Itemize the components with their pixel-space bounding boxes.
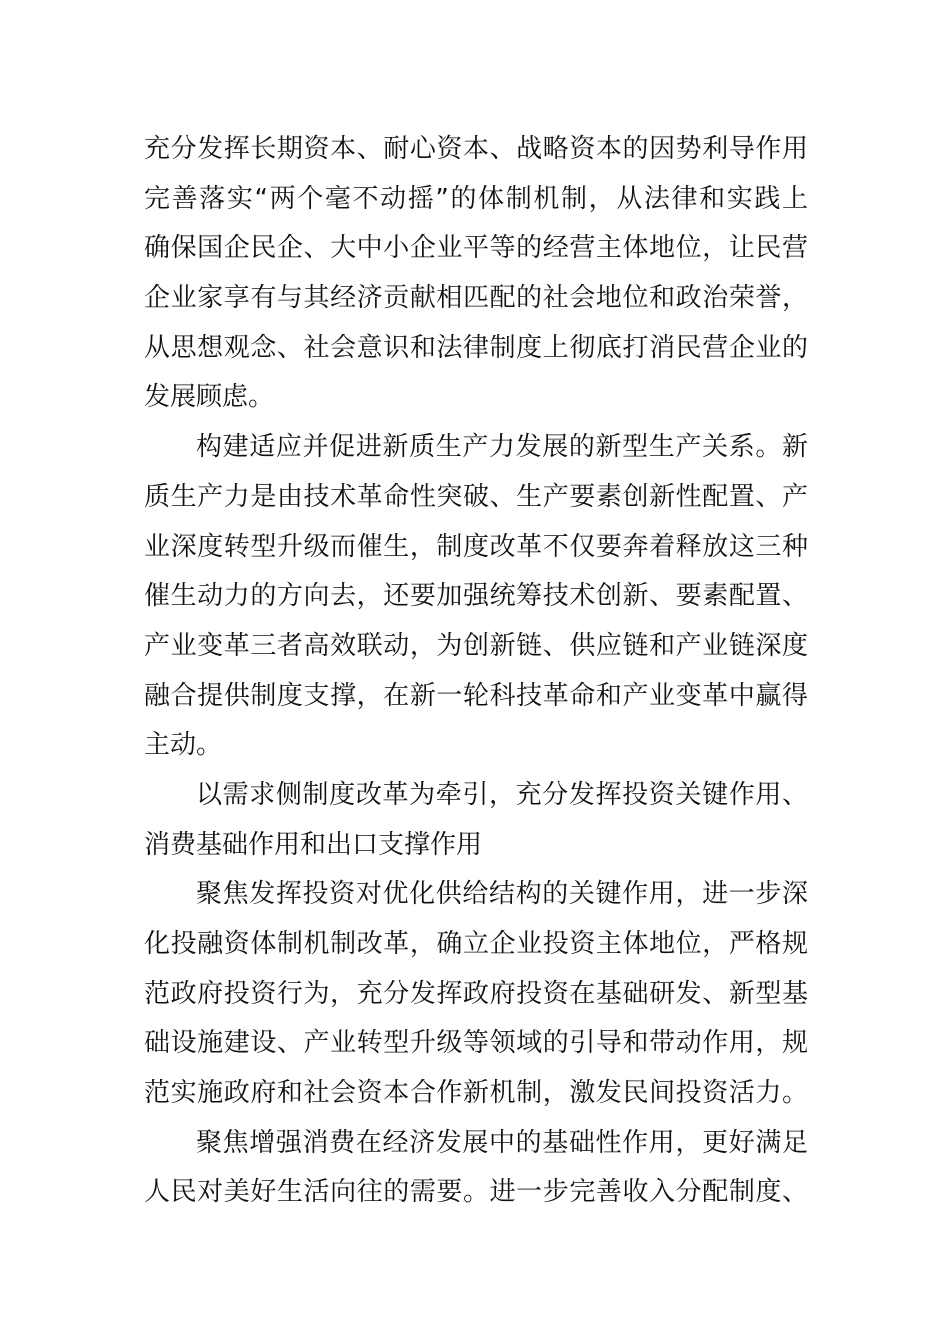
paragraph-first-line: 构建适应并促进新质生产力发展的新型生产关系。新 <box>196 432 808 463</box>
document-body <box>144 125 808 1218</box>
section-heading-line: 消费基础作用和出口支撑作用 <box>144 829 483 860</box>
text-line: 质生产力是由技术革命性突破、生产要素创新性配置、产 <box>144 481 808 512</box>
text-line: 业深度转型升级而催生，制度改革不仅要奔着释放这三种 <box>144 531 808 562</box>
text-line: 主动。 <box>144 730 223 761</box>
text-line: 融合提供制度支撑，在新一轮科技革命和产业变革中赢得 <box>144 680 808 711</box>
text-line: 充分发挥长期资本、耐心资本、战略资本的因势利导作用 <box>144 134 808 164</box>
section-heading-line: 以需求侧制度改革为牵引，充分发挥投资关键作用、 <box>196 779 808 810</box>
paragraph-first-line: 聚焦发挥投资对优化供给结构的关键作用，进一步深 <box>196 879 808 910</box>
text-line: 础设施建设、产业转型升级等领域的引导和带动作用，规 <box>144 1028 808 1059</box>
text-line: 企业家享有与其经济贡献相匹配的社会地位和政治荣誉， <box>144 283 808 314</box>
text-line: 发展顾虑。 <box>144 382 275 413</box>
text-line: 完善落实“两个毫不动摇”的体制机制，从法律和实践上 <box>144 183 808 214</box>
text-line: 人民对美好生活向往的需要。进一步完善收入分配制度、 <box>144 1177 808 1208</box>
text-line: 化投融资体制机制改革，确立企业投资主体地位，严格规 <box>144 929 808 959</box>
text-line: 产业变革三者高效联动，为创新链、供应链和产业链深度 <box>144 630 808 661</box>
text-line: 范实施政府和社会资本合作新机制，激发民间投资活力。 <box>144 1078 808 1109</box>
text-line: 范政府投资行为，充分发挥政府投资在基础研发、新型基 <box>144 978 808 1009</box>
text-line: 催生动力的方向去，还要加强统筹技术创新、要素配置、 <box>144 581 808 612</box>
paragraph-first-line: 聚焦增强消费在经济发展中的基础性作用，更好满足 <box>196 1127 808 1158</box>
text-line: 从思想观念、社会意识和法律制度上彻底打消民营企业的 <box>144 332 808 363</box>
text-line: 确保国企民企、大中小企业平等的经营主体地位，让民营 <box>144 233 808 264</box>
